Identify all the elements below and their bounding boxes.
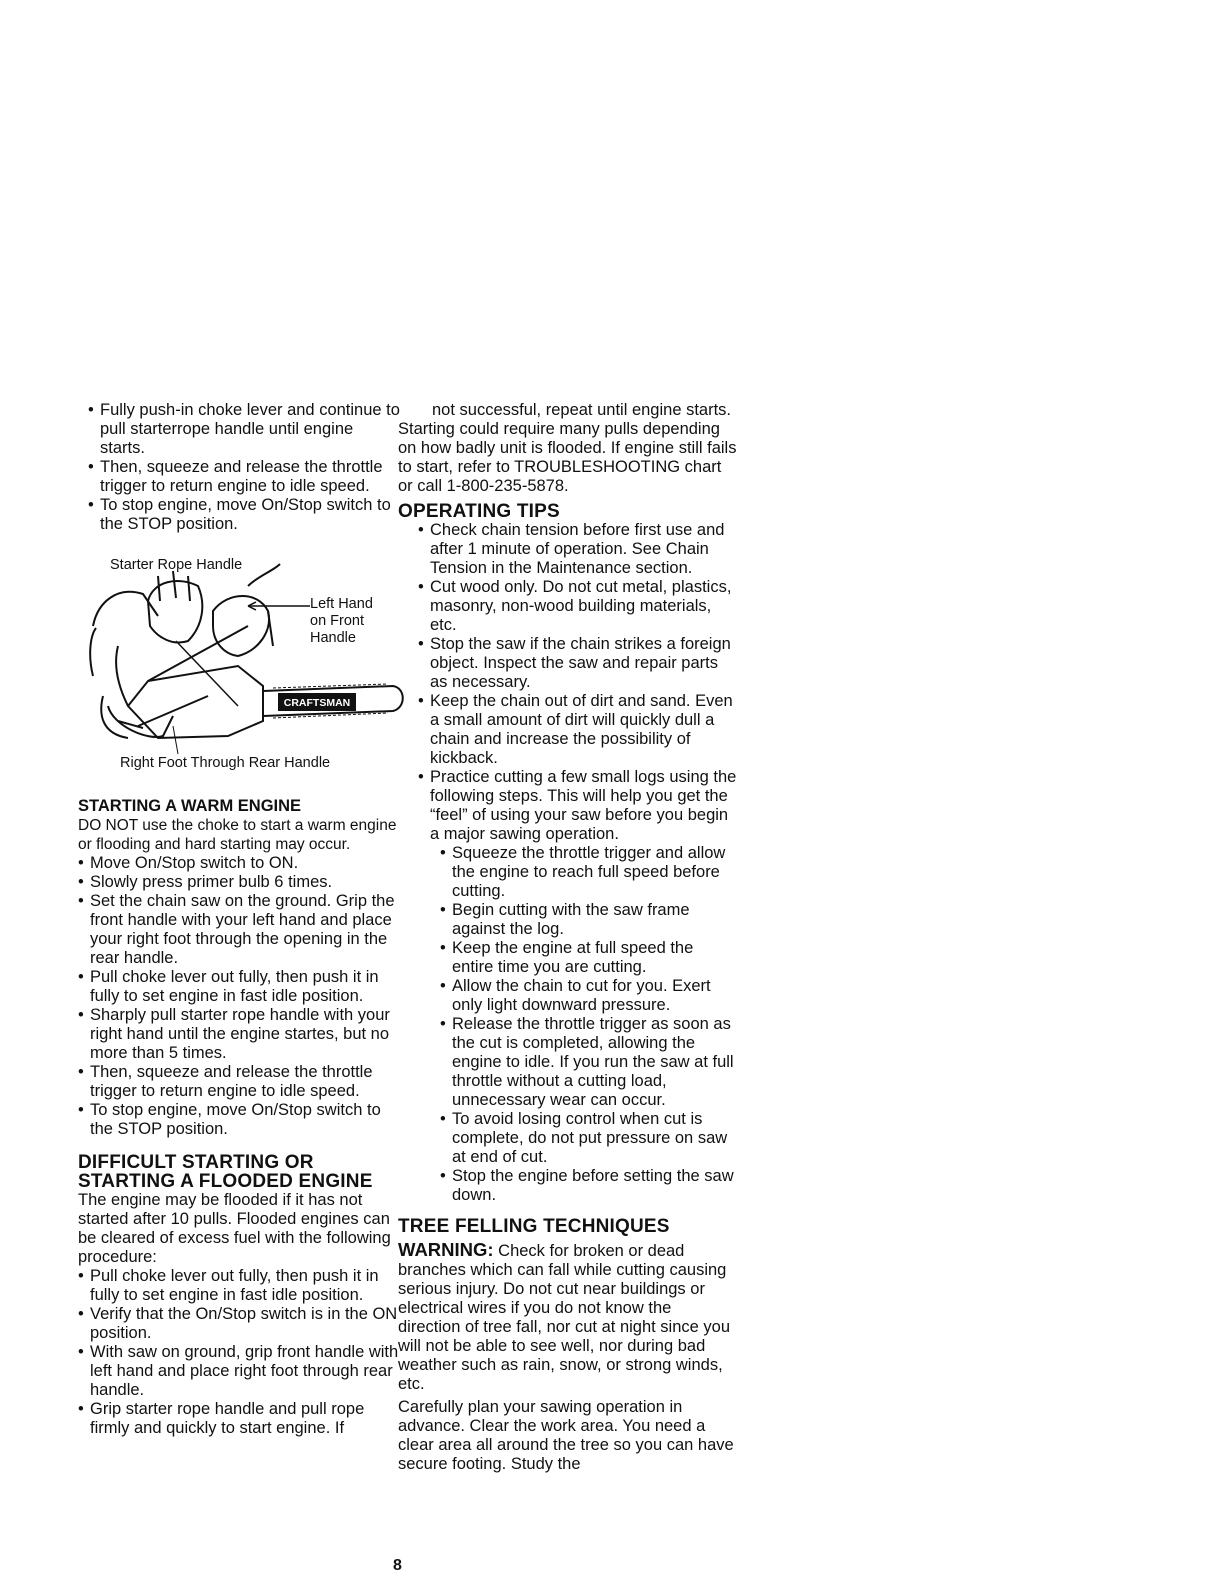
brand-text: CRAFTSMAN: [283, 697, 351, 709]
list-item: • Then, squeeze and release the throttle trigger to return engine to idle speed.: [78, 1063, 400, 1101]
list-item: • Keep the engine at full speed the entire time you are cutting.: [440, 939, 738, 977]
list-item: • Begin cutting with the saw frame against the log.: [440, 901, 738, 939]
list-item: • Grip starter rope handle and pull rope firmly and quickly to start engine. If: [78, 1400, 400, 1438]
list-item: • Practice cutting a few small logs using the following steps. This will help you get the “feel” of using your saw before you begin a major sawing operation.: [418, 768, 738, 844]
list-item: • To stop engine, move On/Stop switch to the STOP position.: [88, 496, 400, 534]
list-item: • Keep the chain out of dirt and sand. Even a small amount of dirt will quickly dull a chain and increase the possibility of kickback.: [418, 692, 738, 768]
list-item: • Slowly press primer bulb 6 times.: [78, 873, 400, 892]
list-item: • Allow the chain to cut for you. Exert only light downward pressure.: [440, 977, 738, 1015]
section-heading: DIFFICULT STARTING OR: [78, 1152, 314, 1173]
paragraph: DO NOT use the choke to start a warm engine or flooding and hard starting may occur.: [78, 817, 397, 853]
list-item: • Stop the engine before setting the saw down.: [440, 1167, 738, 1205]
warning-paragraph: WARNING: Check for broken or dead branches which can fall while cutting causing serious injury. Do not cut near buildings or electrical wires if you do not know the direction of tree fall, nor cut at night since you will not be able to see well, nor during bad weather such as rain, snow, or strong winds, etc.: [398, 1239, 731, 1393]
list-item: • Pull choke lever out fully, then push it in fully to set engine in fast idle position.: [78, 968, 400, 1006]
section-heading: STARTING A FLOODED ENGINE: [78, 1171, 373, 1192]
list-item: • With saw on ground, grip front handle with left hand and place right foot through rear handle.: [78, 1343, 400, 1400]
section-heading: STARTING A WARM ENGINE: [78, 797, 302, 815]
list-item: • Move On/Stop switch to ON.: [78, 854, 400, 873]
page-number: 8: [393, 1557, 402, 1574]
paragraph: Starting could require many pulls depending on how badly unit is flooded. If engine still fails to start, refer to TROUBLESHOOTING chart or call 1-800-235-5878.: [398, 420, 737, 495]
right-column: [398, 401, 738, 1474]
list-item: • Then, squeeze and release the throttle trigger to return engine to idle speed.: [88, 458, 400, 496]
list-item: • Fully push-in choke lever and continue to pull starterrope handle until engine starts.: [88, 401, 400, 458]
section-heading: TREE FELLING TECHNIQUES: [398, 1216, 670, 1237]
figure-label-starter-rope: Starter Rope Handle: [110, 557, 243, 573]
list-item: • Pull choke lever out fully, then push it in fully to set engine in fast idle position.: [78, 1267, 400, 1305]
chainsaw-starting-figure: [88, 556, 408, 756]
paragraph: Carefully plan your sawing operation in advance. Clear the work area. You need a clear area all around the tree so you can have secure footing. Study the: [398, 1398, 734, 1473]
list-item: • Squeeze the throttle trigger and allow the engine to reach full speed before cutting.: [440, 844, 738, 901]
list-item: • Release the throttle trigger as soon as the cut is completed, allowing the engine to idle. If you run the saw at full throttle without a cutting load, unnecessary wear can occur.: [440, 1015, 738, 1110]
list-item: • Set the chain saw on the ground. Grip the front handle with your left hand and place your right foot through the opening in the rear handle.: [78, 892, 400, 968]
continuation-text: not successful, repeat until engine starts.: [432, 401, 731, 419]
list-item: • To stop engine, move On/Stop switch to the STOP position.: [78, 1101, 400, 1139]
list-item: • To avoid losing control when cut is complete, do not put pressure on saw at end of cut.: [440, 1110, 738, 1167]
list-item: • Sharply pull starter rope handle with your right hand until the engine startes, but no more than 5 times.: [78, 1006, 400, 1063]
chainsaw-illustration: [88, 556, 408, 756]
list-item: • Stop the saw if the chain strikes a foreign object. Inspect the saw and repair parts as necessary.: [418, 635, 738, 692]
list-item: • Cut wood only. Do not cut metal, plastics, masonry, non-wood building materials, etc.: [418, 578, 738, 635]
list-item: • Check chain tension before first use and after 1 minute of operation. See Chain Tension in the Maintenance section.: [418, 521, 738, 578]
figure-label-left-hand: Left Hand on Front Handle: [310, 596, 373, 646]
list-item: • Verify that the On/Stop switch is in the ON position.: [78, 1305, 400, 1343]
paragraph: The engine may be flooded if it has not started after 10 pulls. Flooded engines can be cleared of excess fuel with the following procedure:: [78, 1191, 391, 1266]
figure-caption: Right Foot Through Rear Handle: [120, 755, 331, 771]
warning-label: WARNING:: [398, 1239, 494, 1260]
section-heading: OPERATING TIPS: [398, 501, 560, 522]
left-column: [78, 401, 400, 1438]
